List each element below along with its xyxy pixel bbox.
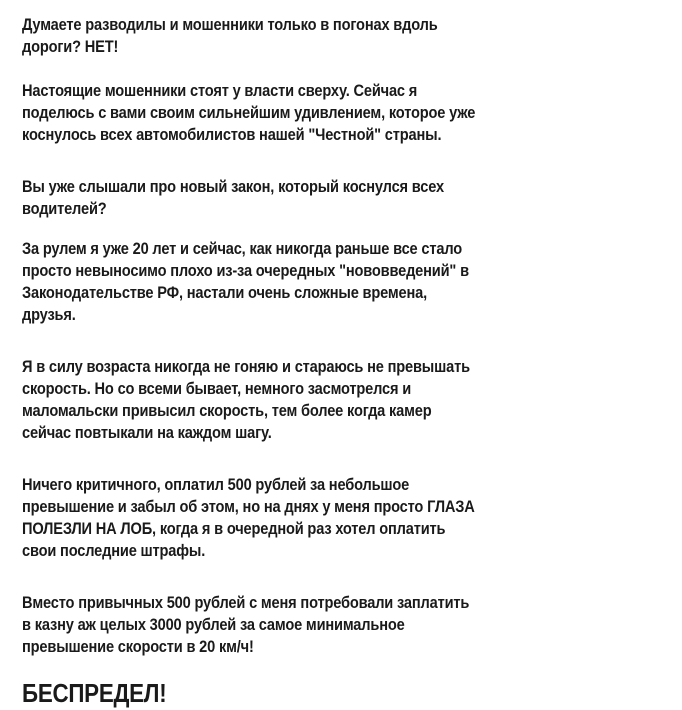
text-line: друзья. (22, 305, 76, 324)
text-line: в казну аж целых 3000 рублей за самое минимальное (22, 615, 405, 634)
text-line: превышение и забыл об этом, но на днях у меня просто ГЛАЗА (22, 497, 475, 516)
text-line: свои последние штрафы. (22, 541, 206, 560)
closing-headline: БЕСПРЕДЕЛ! (22, 678, 167, 708)
paragraph-new-law-question (22, 176, 662, 220)
text-line: водителей? (22, 199, 107, 218)
paragraph-intro (22, 14, 662, 58)
paragraph-speeding (22, 356, 662, 444)
text-line: поделюсь с вами своим сильнейшим удивлением, которое уже (22, 103, 476, 122)
text-line: За рулем я уже 20 лет и сейчас, как никогда раньше все стало (22, 239, 462, 258)
paragraph-fine-paid (22, 474, 662, 562)
paragraph-real-fraudsters (22, 80, 662, 146)
text-line: просто невыносимо плохо из-за очередных "нововведений" в (22, 261, 469, 280)
text-line: скорость. Но со всеми бывает, немного засмотрелся и (22, 379, 412, 398)
text-line: Я в силу возраста никогда не гоняю и стараюсь не превышать (22, 357, 470, 376)
text-line: Думаете разводилы и мошенники только в погонах вдоль (22, 15, 438, 34)
text-line: Законодательстве РФ, настали очень сложные времена, (22, 283, 428, 302)
text-line: сейчас повтыкали на каждом шагу. (22, 423, 272, 442)
paragraph-driving-experience (22, 238, 662, 326)
text-line: превышение скорости в 20 км/ч! (22, 637, 254, 656)
text-line: Ничего критичного, оплатил 500 рублей за небольшое (22, 475, 410, 494)
text-line: Вместо привычных 500 рублей с меня потребовали заплатить (22, 593, 470, 612)
text-line: Вы уже слышали про новый закон, который коснулся всех (22, 177, 444, 196)
paragraph-new-fine-amount (22, 592, 662, 658)
text-line: ПОЛЕЗЛИ НА ЛОБ, когда я в очередной раз хотел оплатить (22, 519, 446, 538)
text-line: коснулось всех автомобилистов нашей "Честной" страны. (22, 125, 442, 144)
text-line: маломальски привысил скорость, тем более когда камер (22, 401, 432, 420)
text-line: дороги? НЕТ! (22, 37, 119, 56)
text-line: Настоящие мошенники стоят у власти сверху. Сейчас я (22, 81, 418, 100)
